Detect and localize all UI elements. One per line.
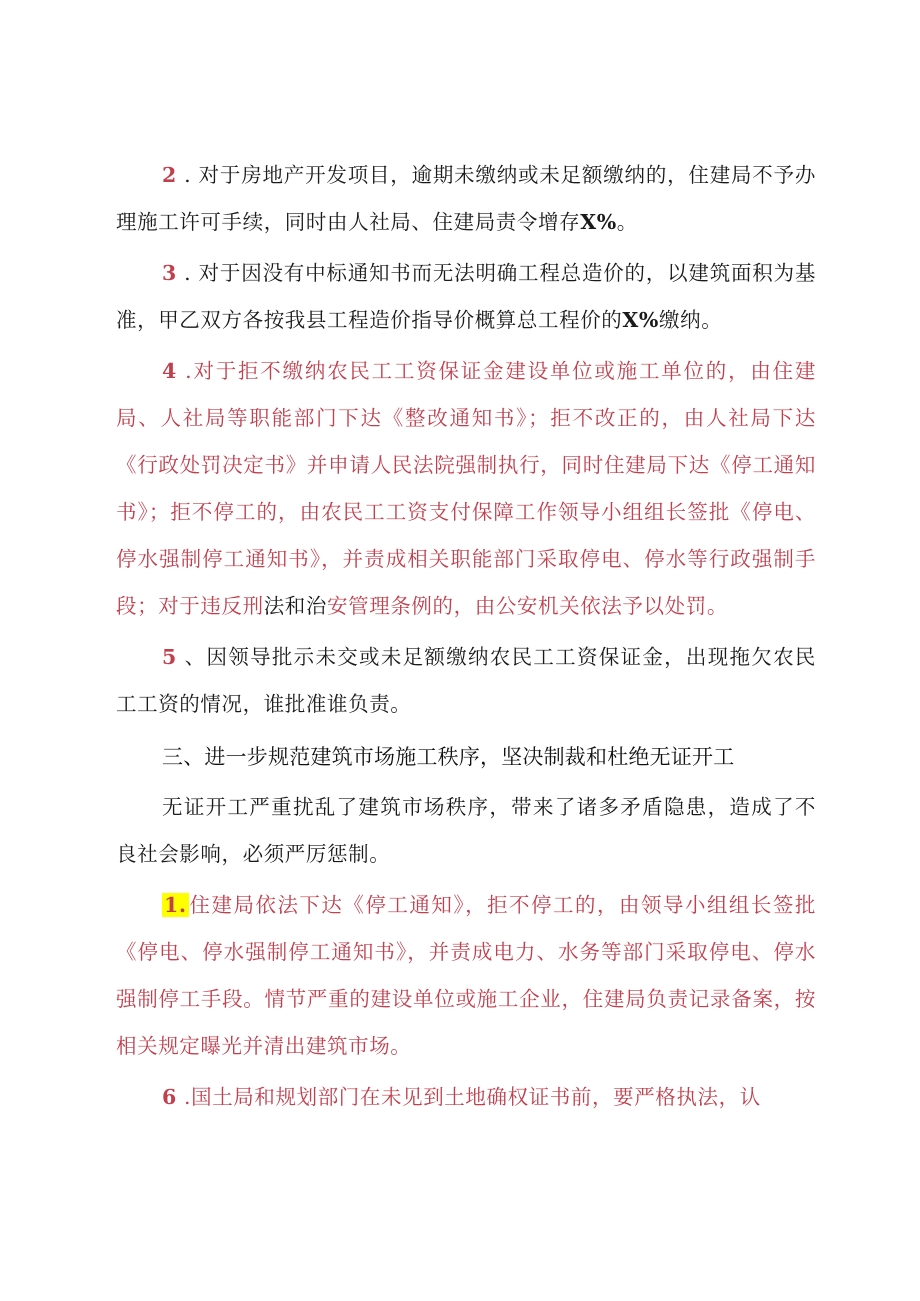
item-percent: X% [580,210,617,234]
item-text: 对于房地产开发项目，逾期未缴纳或未足额缴纳的，住建局不予办理施工许可手续，同时由人社局、住建局责令增存 [116,163,816,234]
item-text-black: 法和治 [263,594,328,618]
item-4 [116,348,816,630]
item-separator: . [176,359,193,383]
item-text: 国土局和规划部门在未见到土地确权证书前，要严格执法，认 [191,1085,761,1109]
item-separator: . [176,163,199,187]
sub-item-1 [116,882,816,1070]
item-separator: . [176,1085,192,1109]
item-separator: . [176,261,199,285]
item-percent: X% [622,308,659,332]
item-number: 6 [162,1085,177,1109]
item-separator: 、 [176,645,207,669]
section-intro: 无证开工严重扰乱了建筑市场秩序，带来了诸多矛盾隐患，造成了不良社会影响，必须严厉惩制。 [116,795,816,866]
item-text: 因领导批示未交或未足额缴纳农民工工资保证金，出现拖欠农民工工资的情况，谁批准谁负责。 [116,645,816,716]
item-2 [116,152,816,246]
item-3 [116,250,816,344]
item-5 [116,634,816,728]
item-text: 对于拒不缴纳农民工工资保证金建设单位或施工单位的，由住建局、人社局等职能部门下达《整改通知书》；拒不改正的，由人社局下达《行政处罚决定书》并申请人民法院强制执行，同时住建局下达《停工通知书》；拒不停工的，由农民工工资支付保障工作领导小组组长签批《停电、停水强制停工通知书》，并责成相关职能部门采取停电、停水等行政强制手段；对于违反刑 [116,359,816,618]
sub-item-6 [116,1074,816,1121]
item-text: 住建局依法下达《停工通知》，拒不停工的，由领导小组组长签批《停电、停水强制停工通知书》，并责成电力、水务等部门采取停电、停水强制停工手段。情节严重的建设单位或施工企业，住建局负责记录备案，按相关规定曝光并清出建筑市场。 [116,893,816,1058]
item-end: 缴纳。 [659,308,723,332]
item-number: 4 [162,359,177,383]
item-number: 3 [162,261,177,285]
item-text: 安管理条例的，由公安机关依法予以处罚。 [327,594,728,618]
item-end: 。 [616,210,638,234]
item-number: 5 [162,645,177,669]
item-text: 对于因没有中标通知书而无法明确工程总造价的，以建筑面积为基准，甲乙双方各按我县工程造价指导价概算总工程价的 [116,261,816,332]
document-page [116,152,816,1125]
highlighted-number: 1. [164,893,187,917]
section-heading: 三、进一步规范建筑市场施工秩序，坚决制裁和杜绝无证开工 [162,745,735,769]
item-number: 2 [162,163,177,187]
